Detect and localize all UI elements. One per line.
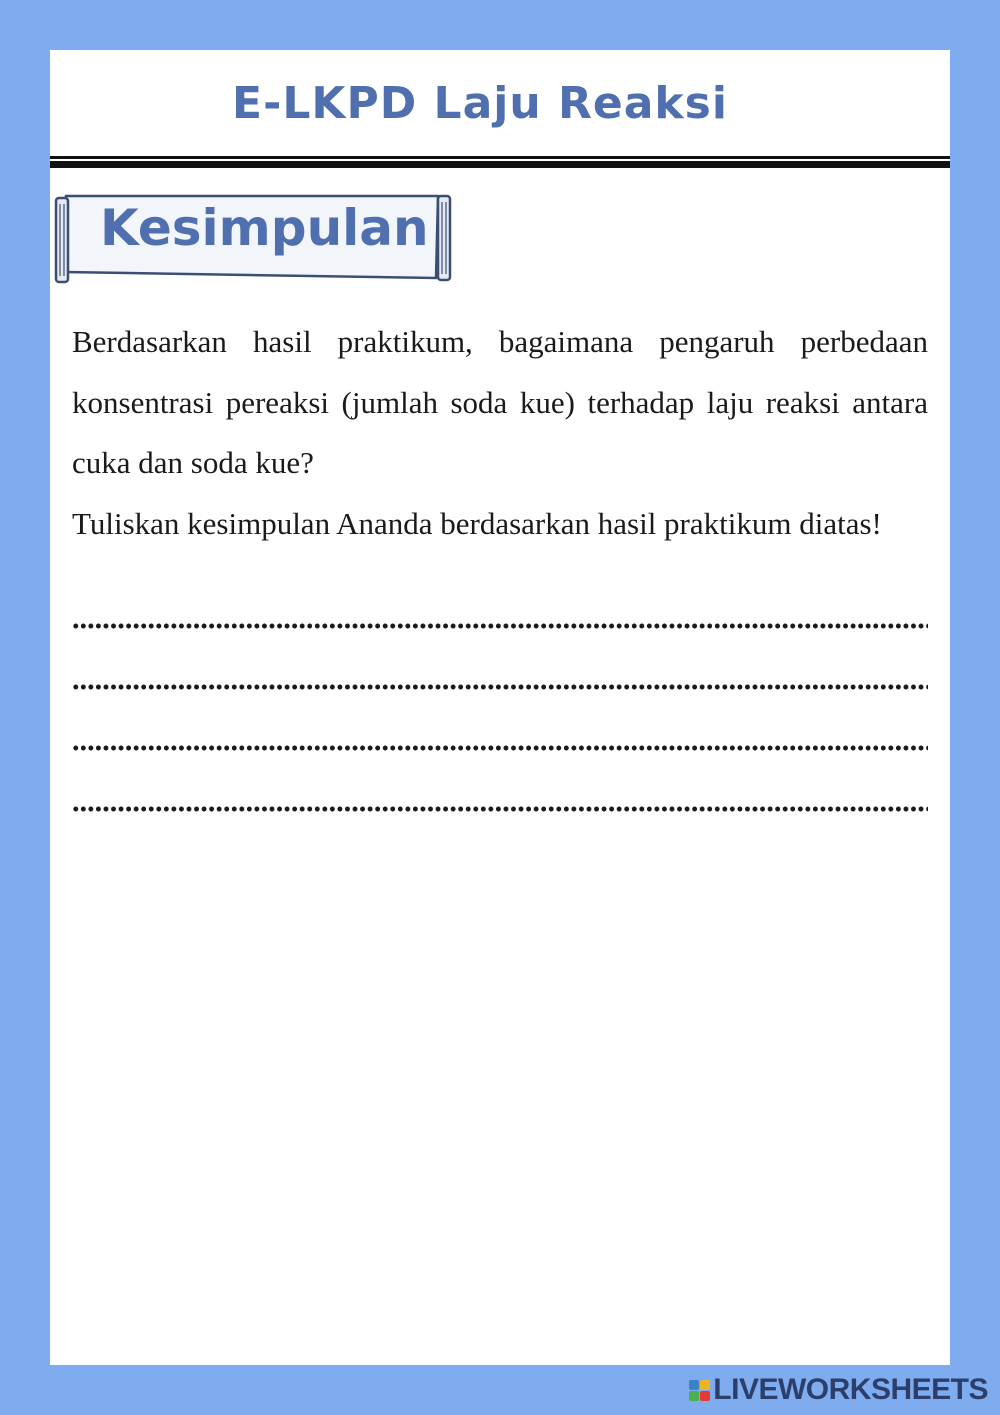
answer-line-2[interactable] [72, 683, 928, 691]
answer-area [72, 622, 928, 866]
liveworksheets-logo-icon [689, 1380, 710, 1401]
liveworksheets-watermark [689, 1373, 988, 1407]
header-divider-thick [50, 161, 950, 168]
header-divider-thin [50, 156, 950, 159]
content-body [72, 312, 928, 554]
instruction-text: Tuliskan kesimpulan Ananda berdasarkan hasil praktikum diatas! [72, 505, 882, 541]
watermark-text: LIVEWORKSHEETS [713, 1373, 988, 1406]
answer-line-4[interactable] [72, 805, 928, 813]
banner-label: Kesimpulan [100, 199, 429, 257]
question-text: Berdasarkan hasil praktikum, bagaimana pengaruh perbedaan konsentrasi pereaksi (jumlah soda kue) terhadap laju reaksi antara cuka dan soda kue? [72, 324, 928, 480]
answer-line-1[interactable] [72, 622, 928, 630]
page-title: E-LKPD Laju Reaksi [232, 78, 728, 129]
answer-line-3[interactable] [72, 744, 928, 752]
section-banner [52, 190, 457, 286]
